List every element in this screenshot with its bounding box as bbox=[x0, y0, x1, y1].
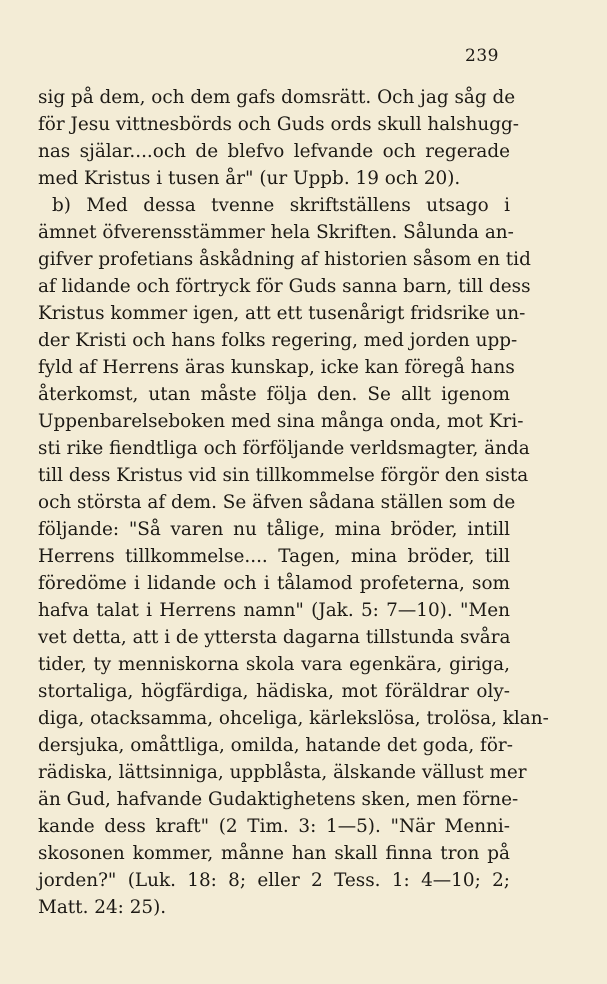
text-line: och största af dem. Se äfven sådana ställen som de bbox=[38, 492, 516, 513]
text-line: tider, ty menniskorna skola vara egenkära, giriga, bbox=[38, 654, 510, 675]
text-line: rädiska, lättsinniga, uppblåsta, älskande vällust mer bbox=[38, 762, 527, 783]
text-line: nas själar....och de blefvo lefvande och regerade bbox=[38, 141, 510, 162]
text-line: dersjuka, omåttliga, omilda, hatande det goda, för- bbox=[38, 735, 513, 756]
text-line: jorden?" (Luk. 18: 8; eller 2 Tess. 1: 4—10; 2; bbox=[38, 870, 510, 891]
text-line: skosonen kommer, månne han skall finna tron på bbox=[38, 843, 510, 864]
text-line: för Jesu vittnesbörds och Guds ords skull halshugg- bbox=[38, 114, 519, 135]
text-line: hafva talat i Herrens namn" (Jak. 5: 7—10). "Men bbox=[38, 600, 510, 621]
text-line: af lidande och förtryck för Guds sanna barn, till dess bbox=[38, 276, 531, 297]
text-line: sti rike fiendtliga och förföljande verldsmagter, ända bbox=[38, 438, 530, 459]
text-line: ämnet öfverensstämmer hela Skriften. Sålunda an- bbox=[38, 222, 514, 243]
text-line: vet detta, att i de yttersta dagarna tillstunda svåra bbox=[38, 627, 511, 648]
text-line: än Gud, hafvande Gudaktighetens sken, men förne- bbox=[38, 789, 519, 810]
text-line: återkomst, utan måste följa den. Se allt igenom bbox=[38, 384, 510, 405]
text-line: med Kristus i tusen år" (ur Uppb. 19 och 20). bbox=[38, 168, 461, 189]
text-line: föredöme i lidande och i tålamod profeterna, som bbox=[38, 573, 510, 594]
body-text bbox=[38, 84, 549, 921]
text-line: Herrens tillkommelse.... Tagen, mina bröder, till bbox=[38, 546, 510, 567]
text-line: Uppenbarelseboken med sina många onda, mot Kri- bbox=[38, 411, 524, 432]
text-line: der Kristi och hans folks regering, med jorden upp- bbox=[38, 330, 518, 351]
text-line: kande dess kraft" (2 Tim. 3: 1—5). "När Menni- bbox=[38, 816, 510, 837]
text-line: fyld af Herrens äras kunskap, icke kan föregå hans bbox=[38, 357, 515, 378]
text-line: följande: "Så varen nu tålige, mina bröder, intill bbox=[38, 519, 510, 540]
text-line: Kristus kommer igen, att ett tusenårigt fridsrike un- bbox=[38, 303, 526, 324]
text-line: till dess Kristus vid sin tillkommelse förgör den sista bbox=[38, 465, 529, 486]
text-line: diga, otacksamma, ohceliga, kärlekslösa, trolösa, klan- bbox=[38, 708, 549, 729]
paragraph-start-line: b) Med dessa tvenne skriftställens utsago i bbox=[52, 195, 510, 216]
text-line: stortaliga, högfärdiga, hädiska, mot föräldrar oly- bbox=[38, 681, 510, 702]
text-line: Matt. 24: 25). bbox=[38, 897, 167, 918]
text-line: sig på dem, och dem gafs domsrätt. Och jag såg de bbox=[38, 87, 516, 108]
text-line: gifver profetians åskådning af historien såsom en tid bbox=[38, 249, 531, 270]
page-number: 239 bbox=[465, 46, 499, 66]
